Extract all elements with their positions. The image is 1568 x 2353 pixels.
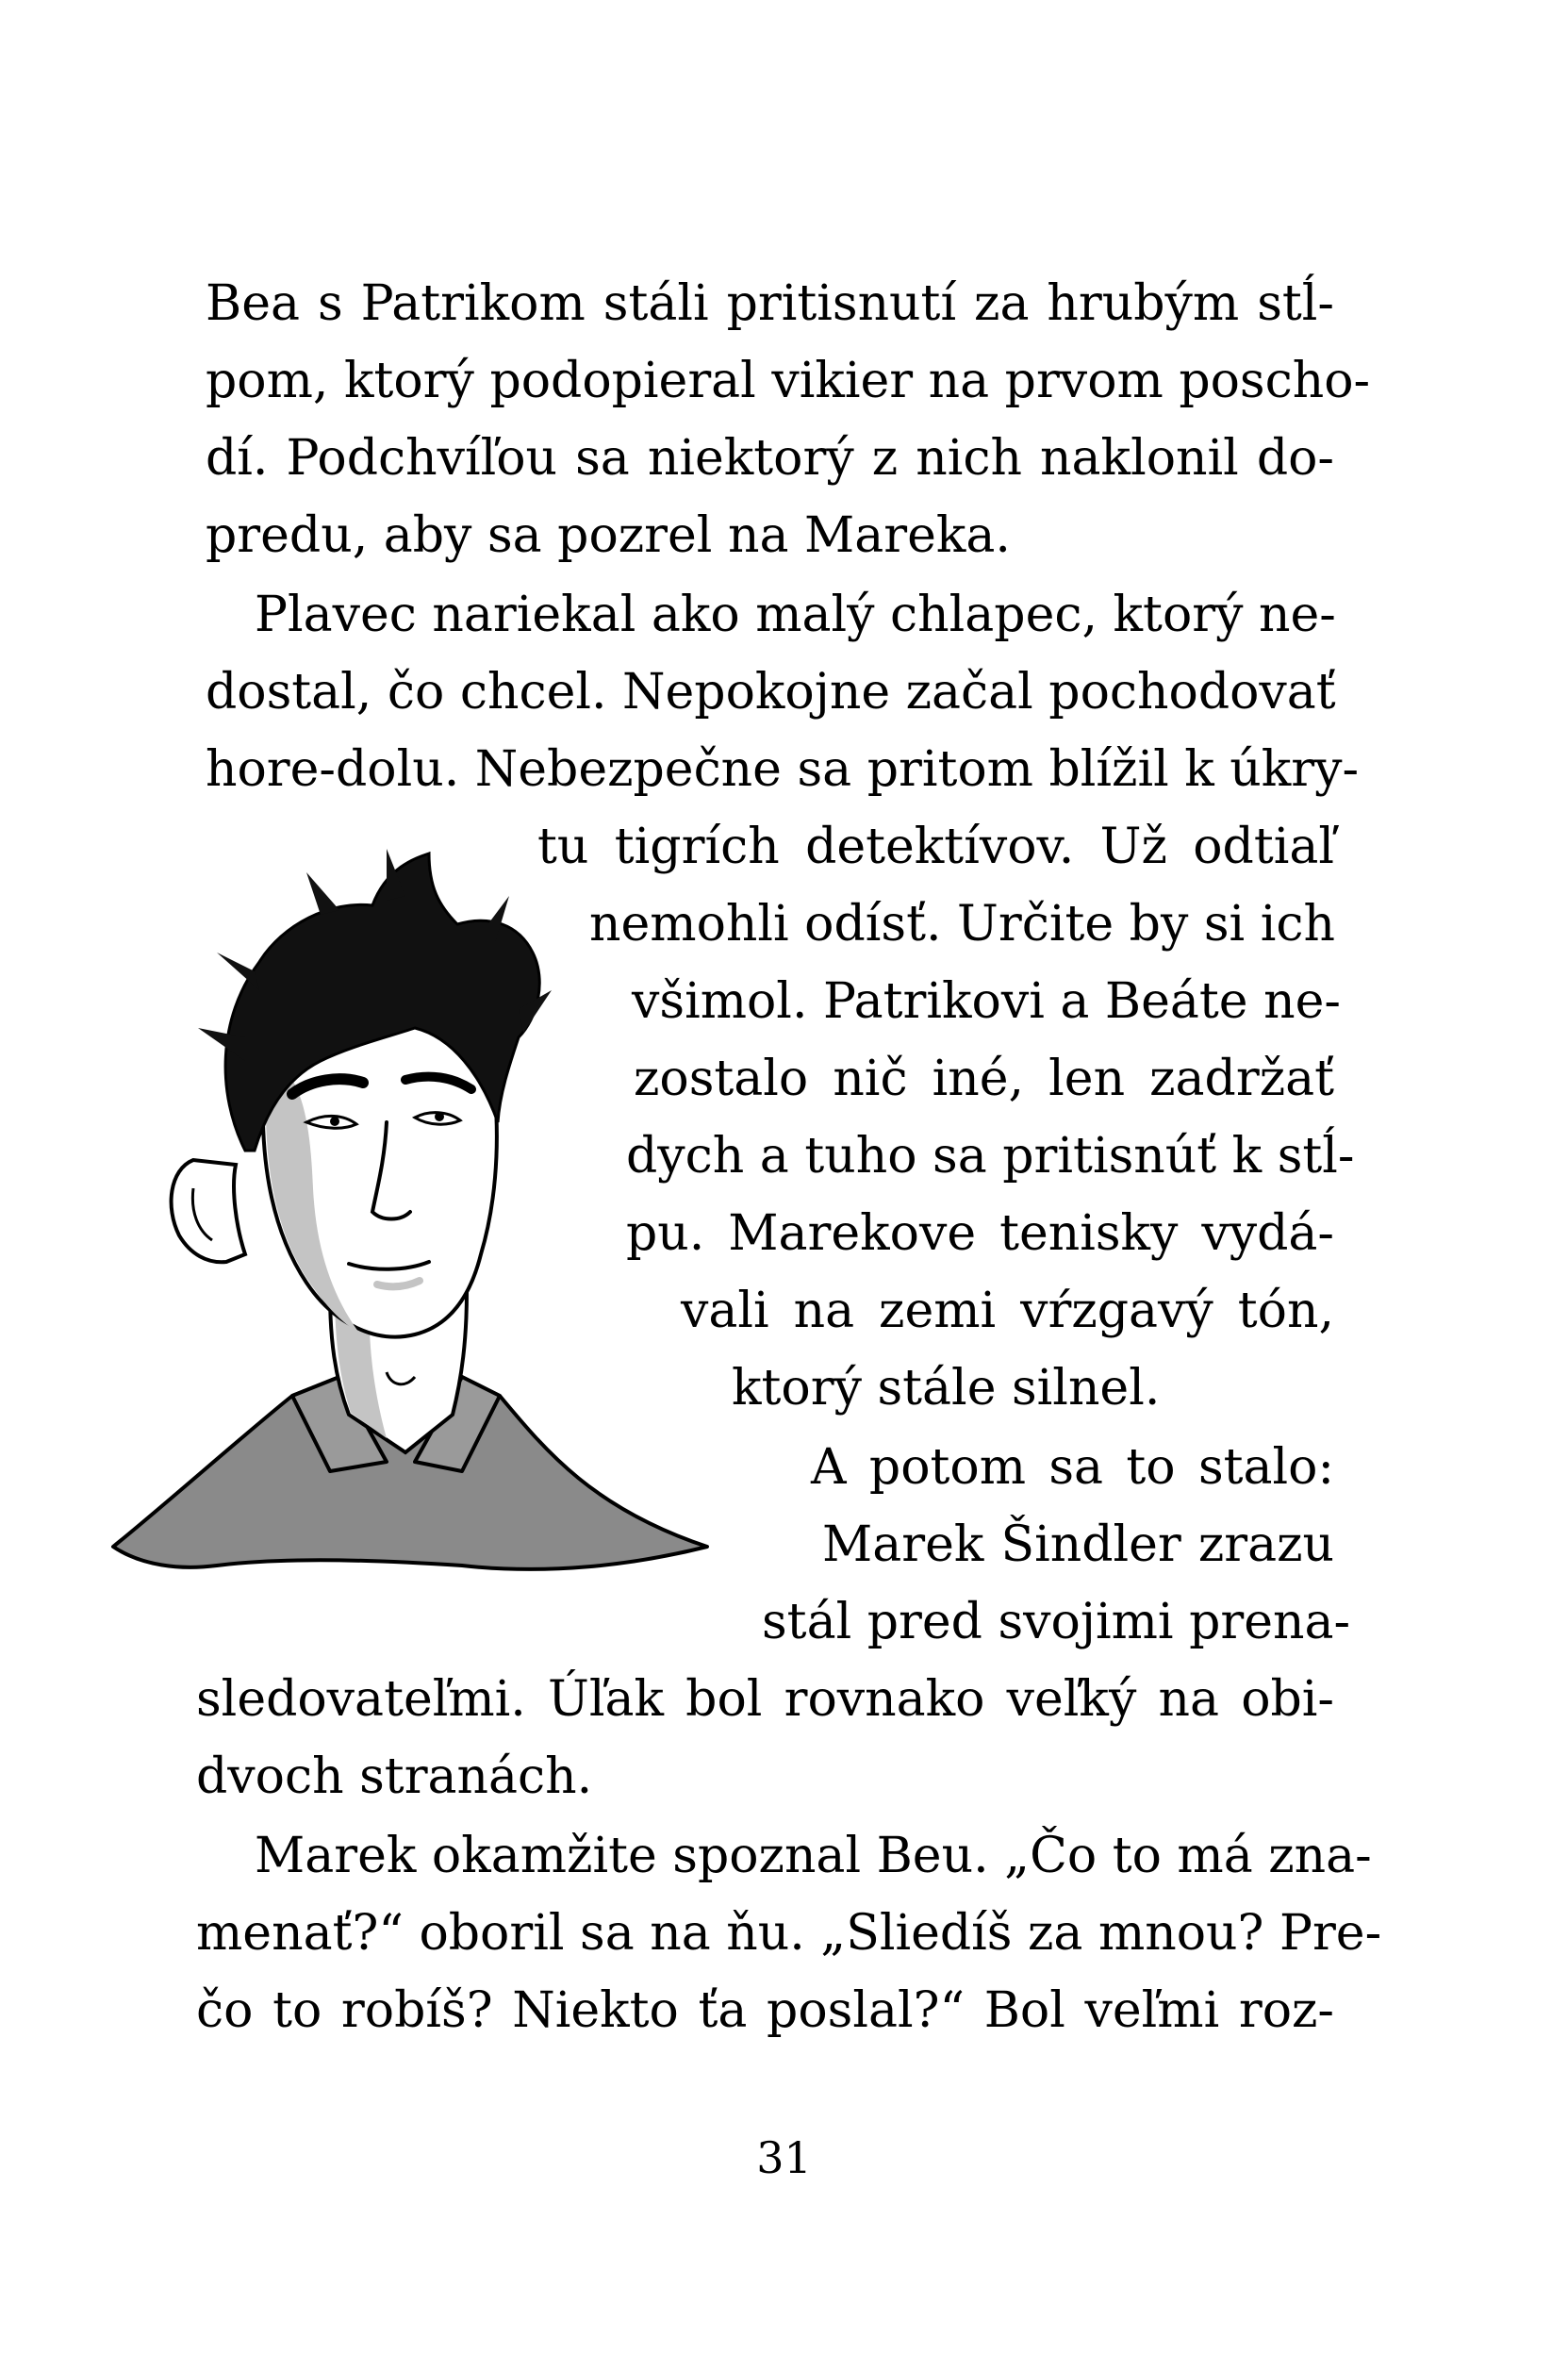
text-line: všimol. Patrikovi a Beáte ne- — [632, 973, 1341, 1030]
text-line: čo to robíš? Niekto ťa poslal?“ Bol veľmi roz- — [196, 1982, 1334, 2039]
text-line: ktorý stále silnel. — [732, 1360, 1161, 1417]
text-line: dych a tuho sa pritisnúť k stĺ- — [626, 1128, 1355, 1185]
text-line: Bea s Patrikom stáli pritisnutí za hrubým stĺ- — [206, 275, 1334, 332]
text-line: Marek okamžite spoznal Beu. „Čo to má zna- — [255, 1828, 1372, 1884]
text-line: Plavec nariekal ako malý chlapec, ktorý ne- — [255, 587, 1336, 643]
text-line: hore-dolu. Nebezpečne sa pritom blížil k úkry- — [206, 741, 1360, 798]
text-line: dí. Podchvíľou sa niektorý z nich naklonil do- — [206, 430, 1334, 487]
text-line: A potom sa to stalo: — [811, 1439, 1334, 1496]
text-line: vali na zemi vŕzgavý tón, — [681, 1283, 1334, 1339]
text-line: pom, ktorý podopieral vikier na prvom poscho- — [206, 353, 1371, 409]
text-line: stál pred svojimi prena- — [762, 1594, 1351, 1650]
text-line: dvoch stranách. — [196, 1748, 593, 1805]
text-line: predu, aby sa pozrel na Mareka. — [206, 507, 1011, 564]
page-number: 31 — [756, 2132, 812, 2183]
text-line: dostal, čo chcel. Nepokojne začal pochodovať — [206, 664, 1336, 721]
text-line: nemohli odísť. Určite by si ich — [589, 896, 1335, 953]
text-line: zostalo nič iné, len zadržať — [634, 1051, 1334, 1107]
text-line: tu tigrích detektívov. Už odtiaľ — [537, 819, 1334, 875]
text-line: pu. Marekove tenisky vydá- — [626, 1205, 1334, 1262]
text-line: menať?“ oboril sa na ňu. „Sliedíš za mnou? Pre- — [196, 1905, 1382, 1962]
text-line: Marek Šindler zrazu — [822, 1516, 1334, 1573]
text-line: sledovateľmi. Úľak bol rovnako veľký na obi- — [196, 1671, 1334, 1728]
